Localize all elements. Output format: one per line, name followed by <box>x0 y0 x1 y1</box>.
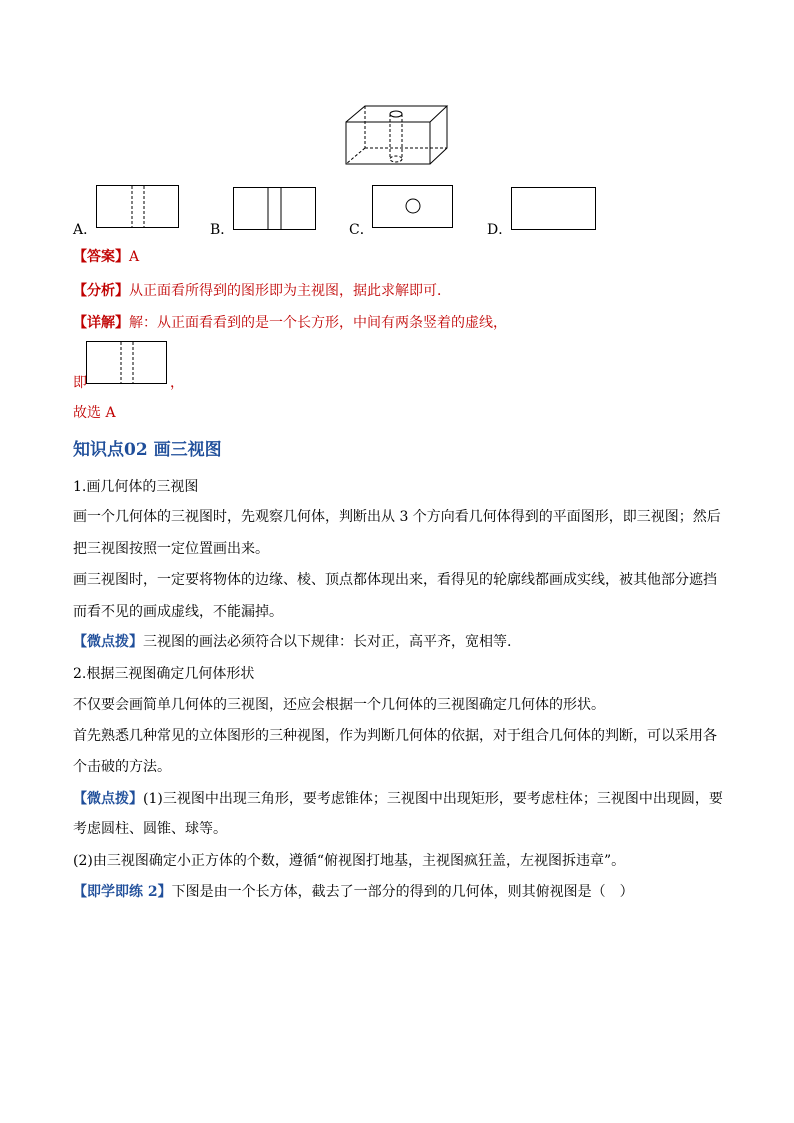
practice-line <box>73 882 634 902</box>
tip2-tag: 【微点拨】 <box>73 791 143 807</box>
answer-text: A <box>129 249 140 265</box>
tip2-text: (1)三视图中出现三角形，要考虑锥体；三视图中出现矩形，要考虑柱体；三视图中出现圆，要 <box>143 791 723 807</box>
option-d-letter: D． <box>487 222 513 238</box>
part2-title: 2.根据三视图确定几何体形状 <box>73 666 255 682</box>
part1-line3: 画三视图时，一定要将物体的边缘、棱、顶点都体现出来，看得见的轮廓线都画成实线，被其他部分遮挡 <box>73 572 717 588</box>
tip2-line2: 考虑圆柱、圆锥、球等。 <box>73 821 227 837</box>
detail-answer-figure <box>86 341 168 385</box>
tip1-line <box>73 632 511 652</box>
part2-line3: 个击破的方法。 <box>73 759 171 775</box>
option-d-figure[interactable] <box>511 187 597 231</box>
part2-line1: 不仅要会画简单几何体的三视图，还应会根据一个几何体的三视图确定几何体的形状。 <box>73 697 605 713</box>
part1-line4: 而看不见的画成虚线，不能漏掉。 <box>73 604 283 620</box>
detail-line <box>73 313 507 333</box>
option-c-letter: C． <box>349 222 374 238</box>
analysis-tag: 【分析】 <box>73 283 129 299</box>
analysis-line <box>73 281 451 301</box>
practice-text: 下图是由一个长方体，截去了一部分的得到的几何体，则其俯视图是（ ） <box>171 884 634 900</box>
part1-line2: 把三视图按照一定位置画出来。 <box>73 541 269 557</box>
detail-tag: 【详解】 <box>73 315 129 331</box>
tip1-tag: 【微点拨】 <box>73 634 143 650</box>
analysis-text: 从正面看所得到的图形即为主视图，据此求解即可． <box>129 283 451 299</box>
practice-tag: 【即学即练 2】 <box>73 884 172 900</box>
conclusion: 故选 A <box>73 405 116 421</box>
detail-suffix: ， <box>170 375 184 391</box>
tip1-text: 三视图的画法必须符合以下规律：长对正，高平齐，宽相等. <box>143 634 512 650</box>
box-with-hole-figure <box>345 104 449 166</box>
option-b-letter: B． <box>210 222 235 238</box>
detail-text: 解：从正面看看到的是一个长方形，中间有两条竖着的虚线， <box>129 315 507 331</box>
detail-prefix: 即 <box>73 375 87 391</box>
answer-tag: 【答案】 <box>73 249 129 265</box>
section-heading: 知识点02 画三视图 <box>73 440 222 460</box>
option-c-figure[interactable] <box>372 185 454 229</box>
option-b-figure[interactable] <box>233 187 317 231</box>
option-a-letter: A． <box>73 222 98 238</box>
answer-line <box>73 247 139 267</box>
tip2-line <box>73 789 723 809</box>
part1-title: 1.画几何体的三视图 <box>73 479 199 495</box>
tip2-line3: (2)由三视图确定小正方体的个数，遵循“俯视图打地基，主视图疯狂盖，左视图拆违章”。 <box>73 853 626 869</box>
part2-line2: 首先熟悉几种常见的立体图形的三种视图，作为判断几何体的依据，对于组合几何体的判断，可以采用各 <box>73 728 717 744</box>
part1-line1: 画一个几何体的三视图时，先观察几何体，判断出从 3 个方向看几何体得到的平面图形，即三视图；然后 <box>73 509 721 525</box>
option-a-figure[interactable] <box>96 185 180 229</box>
